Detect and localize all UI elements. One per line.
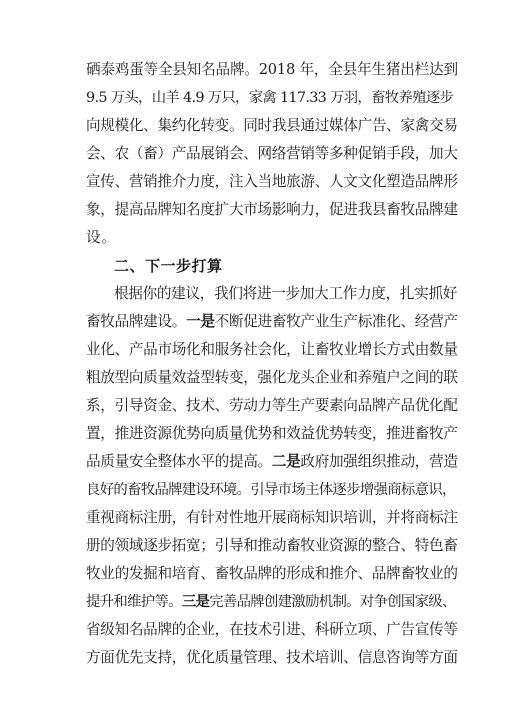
text-line — [86, 311, 458, 333]
text-line: 良好的畜牧品牌建设环境。引导市场主体逐步增强商标意识， — [86, 482, 456, 498]
text-run: 提升和维护等。 — [86, 594, 182, 610]
text-line: 省级知名品牌的企业，在技术引进、科研立项、广告宣传等 — [86, 621, 458, 638]
text-line: 方面优先支持，优化质量管理、技术培训、信息咨询等方面 — [86, 649, 458, 666]
text-line: 向规模化、集约化转变。同时我县通过媒体广告、家禽交易 — [86, 117, 458, 134]
text-run: 完善品牌创建激励机制。对争创国家级、 — [209, 594, 456, 610]
text-line: 硒泰鸡蛋等全县知名品牌。2018 年，全县年生猪出栏达到 — [86, 61, 458, 78]
text-line: 象，提高品牌知名度扩大市场影响力，促进我县畜牧品牌建 — [86, 201, 458, 218]
text-line — [86, 451, 458, 473]
text-line: 粗放型向质量效益型转变，强化龙头企业和养殖户之间的联 — [86, 369, 458, 386]
text-line: 牧业的发掘和培育、畜牧品牌的形成和推介、品牌畜牧业的 — [86, 565, 458, 582]
text-line: 9.5 万头，山羊 4.9 万只，家禽 117.33 万羽，畜牧养殖逐步 — [86, 90, 454, 106]
text-run: 政府加强组织推动，营造 — [300, 453, 458, 470]
bold-marker: 一是 — [186, 313, 215, 330]
bold-marker: 二是 — [271, 453, 301, 470]
text-line: 系，引导资金、技术、劳动力等生产要素向品牌产品优化配 — [86, 397, 458, 414]
text-line: 重视商标注册，有针对性地开展商标知识培训，并将商标注 — [86, 509, 458, 526]
text-line: 业化、产品市场化和服务社会化，让畜牧业增长方式由数量 — [86, 341, 458, 358]
text-run: 不断促进畜牧产业生产标准化、经营产 — [214, 313, 458, 330]
text-run: 畜牧品牌建设。 — [86, 313, 187, 330]
text-line: 根据你的建议，我们将进一步加大工作力度，扎实抓好 — [114, 285, 458, 302]
text-line: 册的领域逐步拓宽；引导和推动畜牧业资源的整合、特色畜 — [86, 537, 458, 554]
text-line: 宣传、营销推介力度，注入当地旅游、人文文化塑造品牌形 — [86, 173, 458, 190]
section-heading: 二、下一步打算 — [114, 257, 223, 275]
text-line: 置，推进资源优势向质量优势和效益优势转变，推进畜牧产 — [86, 425, 458, 442]
text-line — [86, 591, 458, 613]
text-line: 设。 — [86, 229, 117, 246]
text-line: 会、农（畜）产品展销会、网络营销等多种促销手段，加大 — [86, 145, 458, 162]
text-run: 品质量安全整体水平的提高。 — [86, 453, 272, 470]
bold-marker: 三是 — [181, 593, 210, 610]
